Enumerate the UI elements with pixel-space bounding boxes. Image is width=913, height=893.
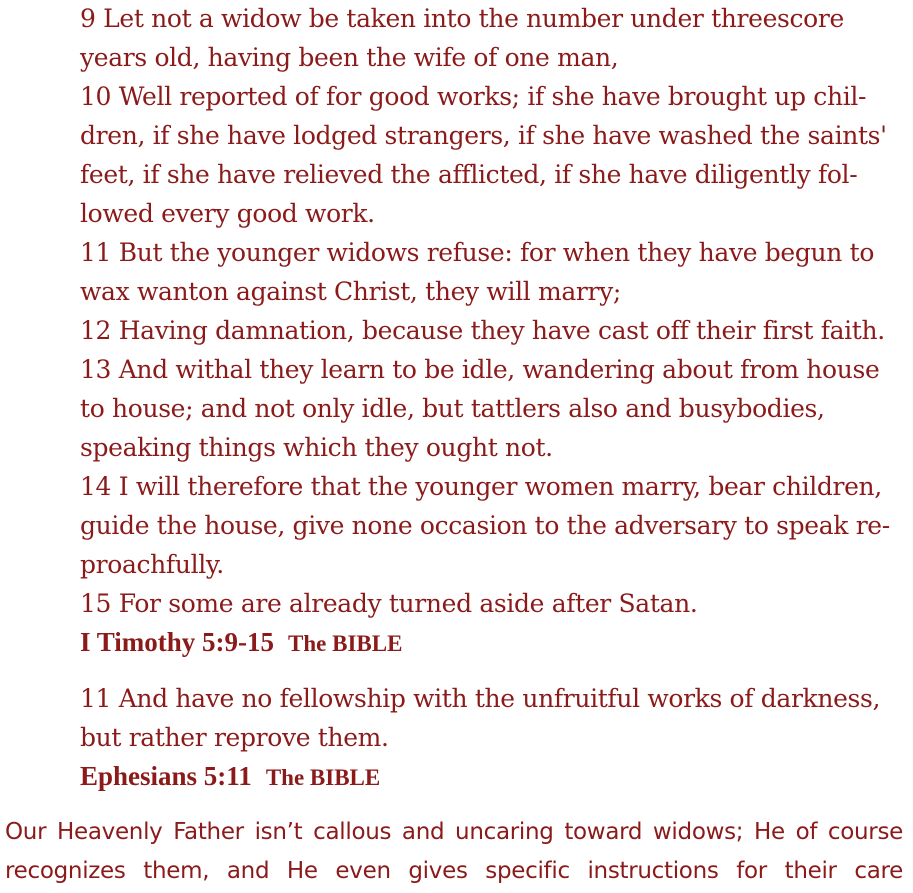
verse-line: 15 For some are already turned aside after Satan. bbox=[80, 589, 698, 618]
verse-line: guide the house, give none occasion to the adversary to speak re- bbox=[80, 511, 890, 540]
scripture-reference bbox=[80, 757, 895, 800]
verse-line: 11 But the younger widows refuse: for when they have begun to bbox=[80, 238, 875, 267]
verse-line: wax wanton against Christ, they will marry; bbox=[80, 277, 621, 306]
verse-line: 14 I will therefore that the younger women marry, bear children, bbox=[80, 472, 882, 501]
scripture-quote-timothy bbox=[80, 0, 895, 666]
reference-source: The BIBLE bbox=[265, 765, 381, 790]
commentary-paragraph: Our Heavenly Father isn’t callous and uncaring toward widows; He of course recognizes them, and He even gives specific instructions for their care bbox=[5, 819, 903, 884]
verse-line: 9 Let not a widow be taken into the number under threescore bbox=[80, 4, 844, 33]
verse-line: speaking things which they ought not. bbox=[80, 433, 553, 462]
verse-line: proachfully. bbox=[80, 550, 224, 579]
verse-line: lowed every good work. bbox=[80, 199, 375, 228]
scripture-quote-ephesians bbox=[80, 679, 895, 800]
reference-book: I Timothy 5:9-15 bbox=[80, 627, 275, 657]
verse-line: dren, if she have lodged strangers, if she have washed the saints' bbox=[80, 121, 887, 150]
verse-line: to house; and not only idle, but tattlers also and busybodies, bbox=[80, 394, 825, 423]
reference-source: The BIBLE bbox=[288, 631, 403, 656]
verse-line: but rather reprove them. bbox=[80, 723, 389, 752]
verse-line: 12 Having damnation, because they have cast off their first faith. bbox=[80, 316, 885, 345]
verse-line: 10 Well reported of for good works; if she have brought up chil- bbox=[80, 82, 867, 111]
scripture-reference bbox=[80, 623, 895, 666]
verse-line: 13 And withal they learn to be idle, wandering about from house bbox=[80, 355, 880, 384]
reference-book: Ephesians 5:11 bbox=[80, 761, 252, 791]
verse-line: years old, having been the wife of one man, bbox=[80, 43, 619, 72]
verse-line: feet, if she have relieved the afflicted, if she have diligently fol- bbox=[80, 160, 858, 189]
verse-line: 11 And have no fellowship with the unfruitful works of darkness, bbox=[80, 684, 881, 713]
